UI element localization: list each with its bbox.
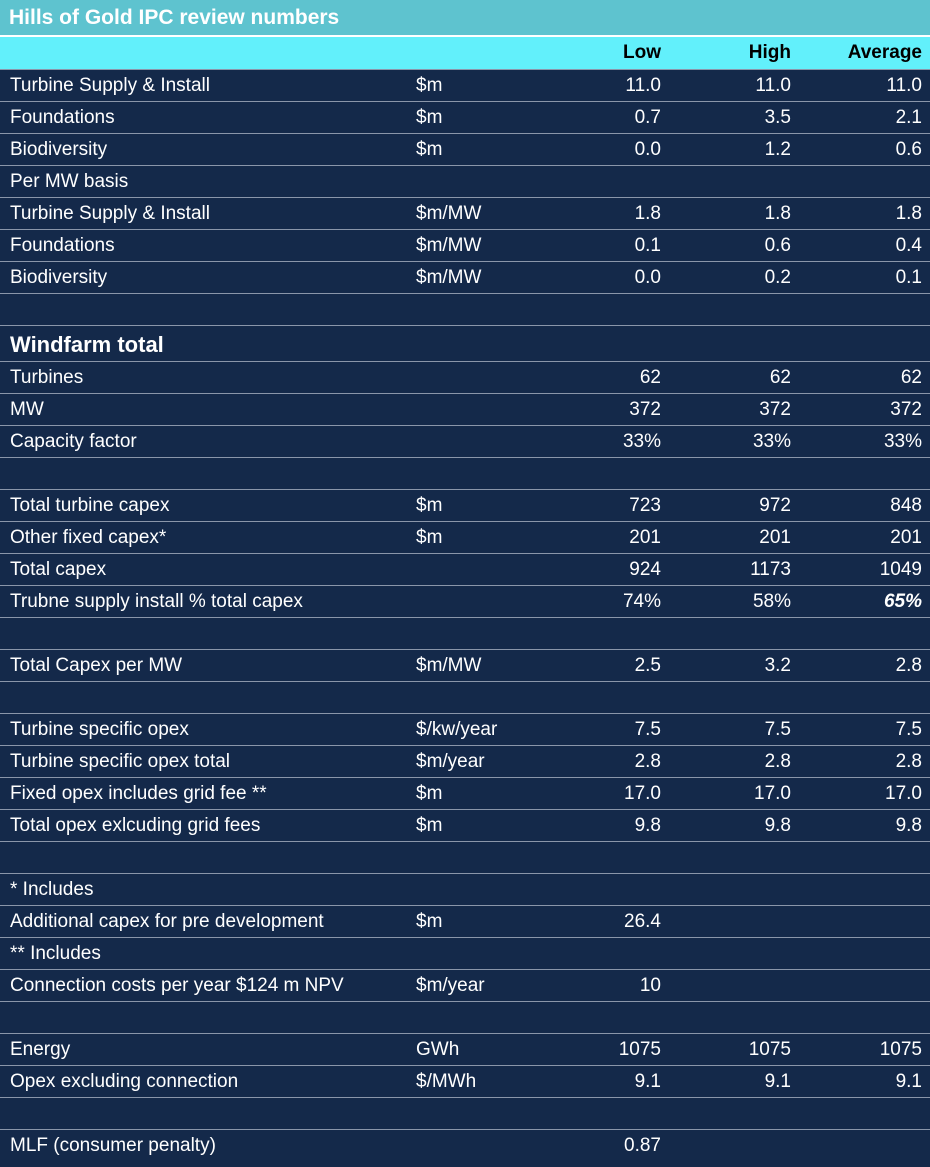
row-label: Connection costs per year $124 m NPV [10, 975, 344, 996]
table-row [0, 713, 930, 745]
row-label: Foundations [10, 235, 115, 256]
table-row [0, 229, 930, 261]
table-row [0, 649, 930, 681]
cell-low: 26.4 [624, 911, 661, 932]
row-unit: $m/MW [416, 267, 482, 288]
cell-high: 17.0 [754, 783, 791, 804]
cell-low: 372 [629, 399, 661, 420]
table-row [0, 937, 930, 969]
table-row [0, 585, 930, 617]
cell-average: 1075 [879, 1039, 922, 1060]
cell-low: 74% [622, 591, 661, 612]
cell-average: 201 [890, 527, 922, 548]
cell-low: 924 [629, 559, 661, 580]
cell-high: 972 [759, 495, 791, 516]
row-unit: $m [416, 911, 443, 932]
column-header-high: High [748, 42, 791, 63]
row-label: Per MW basis [10, 171, 129, 192]
cell-high: 201 [759, 527, 791, 548]
row-label: Turbines [10, 367, 84, 388]
cell-low: 0.0 [634, 267, 661, 288]
row-label: Trubne supply install % total capex [10, 591, 303, 612]
row-unit: $m [416, 495, 443, 516]
cell-low: 1075 [618, 1039, 661, 1060]
cell-low: 0.1 [634, 235, 661, 256]
cell-high: 0.2 [764, 267, 791, 288]
table-row [0, 1033, 930, 1065]
cell-average: 1.8 [895, 203, 922, 224]
table-row [0, 197, 930, 229]
cell-average: 2.8 [895, 655, 922, 676]
cell-low: 17.0 [624, 783, 661, 804]
row-unit: $m/MW [416, 655, 482, 676]
cell-low: 11.0 [625, 75, 661, 96]
table-row [0, 133, 930, 165]
table-row [0, 905, 930, 937]
table-row [0, 777, 930, 809]
row-label: Turbine specific opex total [10, 751, 231, 772]
cell-average: 372 [890, 399, 922, 420]
table-row [0, 969, 930, 1001]
cell-high: 9.1 [764, 1071, 791, 1092]
row-label: MLF (consumer penalty) [10, 1135, 216, 1156]
row-unit: $m [416, 75, 443, 96]
table-row [0, 1001, 930, 1033]
cell-average: 7.5 [895, 719, 922, 740]
cell-low: 1.8 [634, 203, 661, 224]
row-label: Turbine Supply & Install [10, 75, 210, 96]
table-row [0, 617, 930, 649]
row-label: Turbine Supply & Install [10, 203, 210, 224]
cell-high: 1173 [750, 559, 791, 580]
cell-low: 0.0 [634, 139, 661, 160]
row-label: * Includes [10, 879, 94, 900]
table-row [0, 425, 930, 457]
table-row [0, 101, 930, 133]
cell-low: 2.5 [634, 655, 661, 676]
row-unit: $m/MW [416, 235, 482, 256]
table-row [0, 841, 930, 873]
cell-high: 1.8 [764, 203, 791, 224]
table-row [0, 393, 930, 425]
cell-average: 0.4 [895, 235, 922, 256]
table-row [0, 457, 930, 489]
row-unit: $m/MW [416, 203, 482, 224]
cell-low: 0.7 [634, 107, 661, 128]
row-label: Total Capex per MW [10, 655, 183, 676]
cell-average: 0.6 [895, 139, 922, 160]
cell-high: 3.2 [764, 655, 791, 676]
row-label: Opex excluding connection [10, 1071, 239, 1092]
row-label: Other fixed capex* [10, 527, 167, 548]
cell-average: 17.0 [885, 783, 922, 804]
column-header-row [0, 37, 930, 69]
row-label: Capacity factor [10, 431, 137, 452]
table-row [0, 1129, 930, 1167]
cell-average: 848 [890, 495, 922, 516]
row-label: Total turbine capex [10, 495, 170, 516]
table-row [0, 361, 930, 393]
cell-low: 7.5 [634, 719, 661, 740]
row-unit: $m [416, 815, 443, 836]
table-row [0, 521, 930, 553]
cell-high: 3.5 [764, 107, 791, 128]
table-row [0, 681, 930, 713]
cell-high: 1.2 [764, 139, 791, 160]
row-label: ** Includes [10, 943, 101, 964]
table-row [0, 293, 930, 325]
cell-high: 2.8 [764, 751, 791, 772]
row-label: Total opex exlcuding grid fees [10, 815, 261, 836]
cell-low: 2.8 [634, 751, 661, 772]
table-row [0, 69, 930, 101]
cell-low: 9.1 [634, 1071, 661, 1092]
cell-average: 65% [883, 591, 922, 612]
cell-average: 62 [900, 367, 922, 388]
table-row [0, 745, 930, 777]
row-label: MW [10, 399, 44, 420]
cell-average: 1049 [879, 559, 922, 580]
cell-low: 723 [629, 495, 661, 516]
row-label: Turbine specific opex [10, 719, 189, 740]
cell-average: 9.1 [895, 1071, 922, 1092]
column-header-low: Low [623, 42, 661, 63]
row-label: Fixed opex includes grid fee ** [10, 783, 267, 804]
row-label: Total capex [10, 559, 107, 580]
table-row [0, 809, 930, 841]
table-row [0, 1065, 930, 1097]
cell-average: 2.8 [895, 751, 922, 772]
row-label: Foundations [10, 107, 115, 128]
table-row [0, 553, 930, 585]
row-unit: $/kw/year [416, 719, 498, 740]
table-row [0, 489, 930, 521]
cell-high: 62 [769, 367, 791, 388]
row-label: Windfarm total [10, 332, 164, 357]
table-row [0, 261, 930, 293]
cell-high: 58% [752, 591, 791, 612]
cell-average: 11.0 [886, 75, 922, 96]
row-label: Additional capex for pre development [10, 911, 324, 932]
table-row [0, 873, 930, 905]
cell-high: 0.6 [764, 235, 791, 256]
cell-low: 62 [639, 367, 661, 388]
cell-average: 9.8 [895, 815, 922, 836]
cell-average: 33% [883, 431, 922, 452]
row-unit: $m [416, 527, 443, 548]
cell-high: 9.8 [764, 815, 791, 836]
table-row [0, 1097, 930, 1129]
cell-high: 33% [752, 431, 791, 452]
cell-high: 11.0 [755, 75, 791, 96]
section-header-row [0, 325, 930, 361]
row-label: Biodiversity [10, 139, 108, 160]
cell-average: 0.1 [895, 267, 922, 288]
table-body [0, 69, 930, 1167]
row-unit: $m/year [416, 751, 485, 772]
row-unit: $m [416, 139, 443, 160]
cell-average: 2.1 [895, 107, 922, 128]
row-label: Energy [10, 1039, 71, 1060]
table-row [0, 165, 930, 197]
sheet-title: Hills of Gold IPC review numbers [0, 0, 930, 36]
row-unit: $m [416, 783, 443, 804]
cell-low: 201 [629, 527, 661, 548]
cell-high: 7.5 [764, 719, 791, 740]
row-unit: GWh [416, 1039, 460, 1060]
column-header-average: Average [847, 42, 922, 63]
row-unit: $/MWh [416, 1071, 477, 1092]
cell-high: 372 [759, 399, 791, 420]
cell-low: 33% [622, 431, 661, 452]
cell-low: 9.8 [634, 815, 661, 836]
row-label: Biodiversity [10, 267, 108, 288]
row-unit: $m [416, 107, 443, 128]
cell-low: 0.87 [624, 1135, 661, 1156]
cell-high: 1075 [748, 1039, 791, 1060]
cell-low: 10 [639, 975, 661, 996]
row-unit: $m/year [416, 975, 485, 996]
